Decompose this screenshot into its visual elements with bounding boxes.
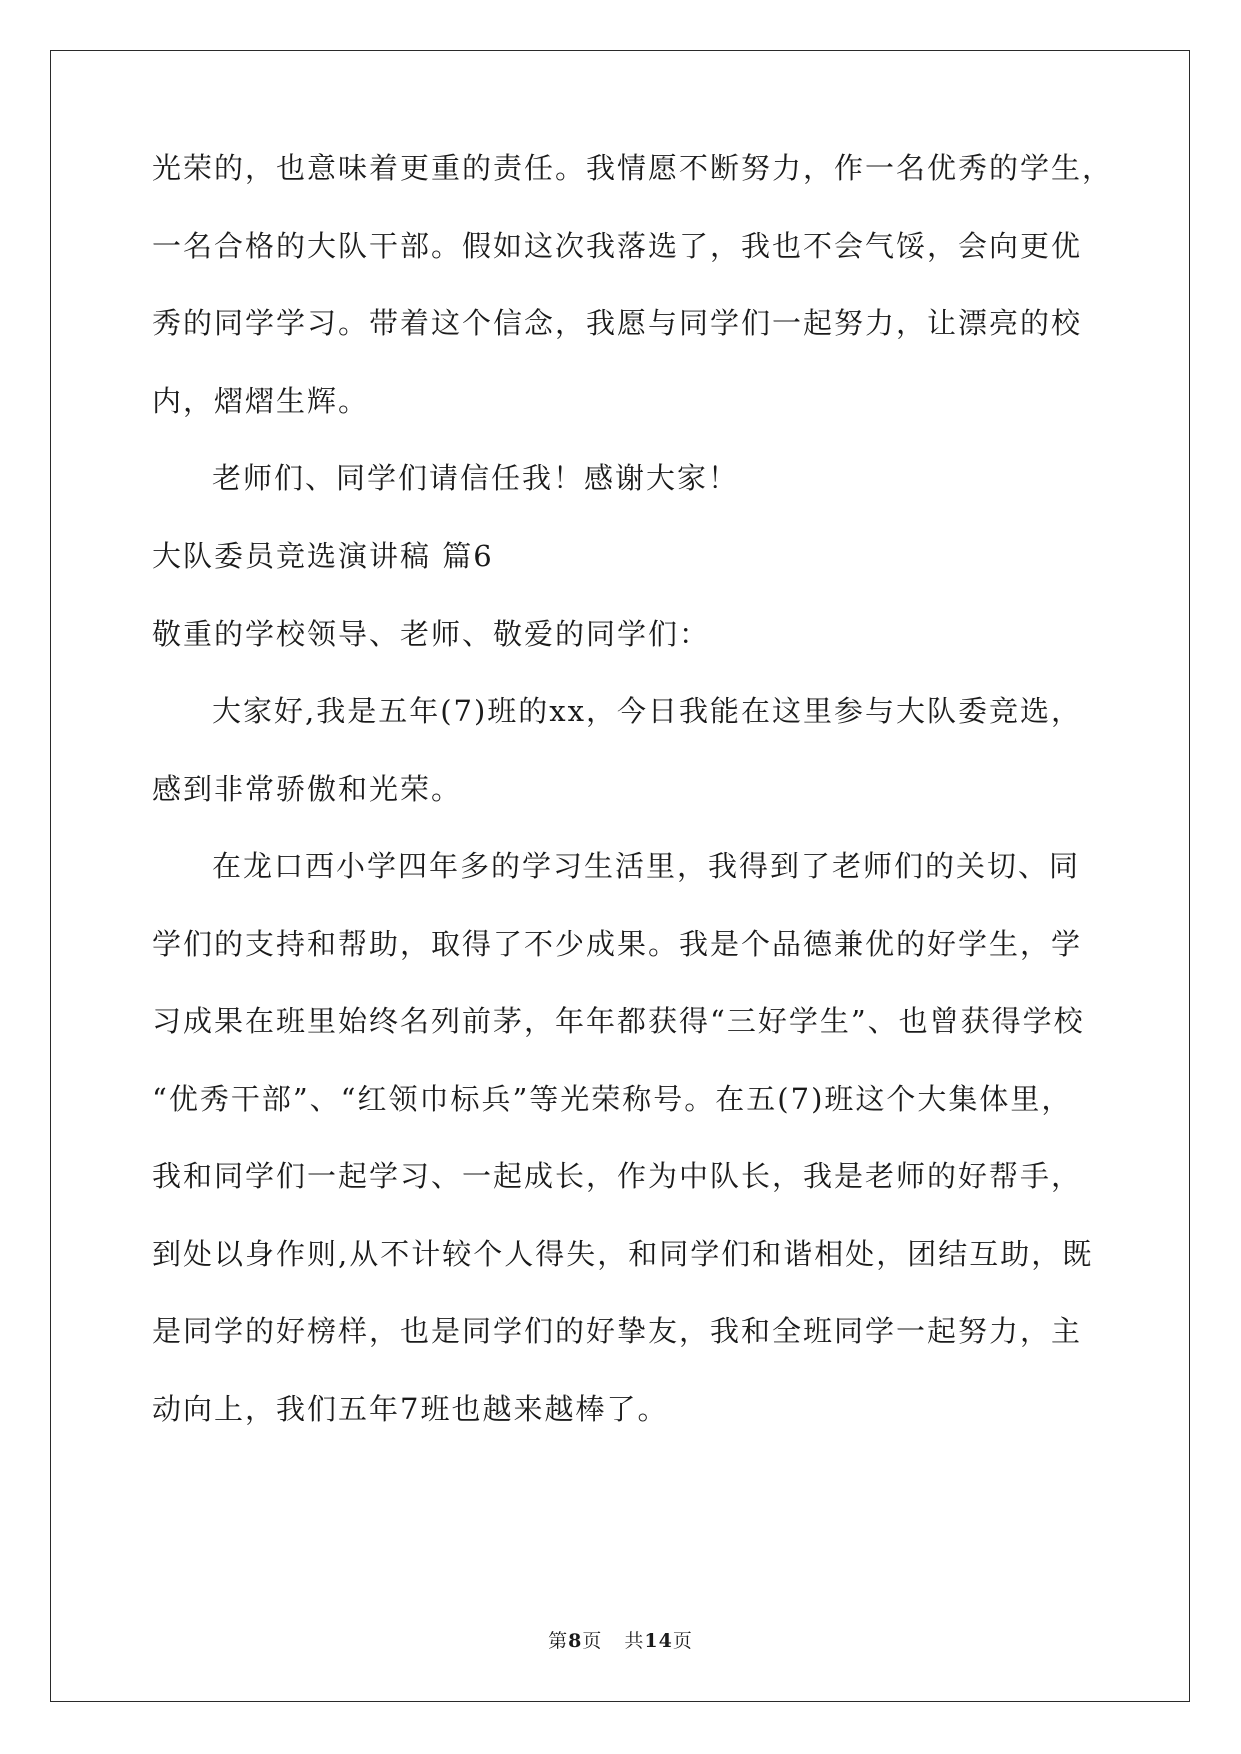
text-line: 学们的支持和帮助，取得了不少成果。我是个品德兼优的好学生，学 bbox=[152, 927, 1083, 961]
total-prefix: 共 bbox=[624, 1630, 645, 1652]
page-prefix: 第 bbox=[548, 1630, 569, 1652]
page-unit: 页 bbox=[582, 1630, 603, 1652]
text-line: 一名合格的大队干部。假如这次我落选了，我也不会气馁，会向更优 bbox=[152, 229, 1083, 263]
paragraph-line-indented: 老师们、同学们请信任我！感谢大家！ bbox=[212, 461, 740, 495]
text-line: 到处以身作则,从不计较个人得失，和同学们和谐相处，团结互助，既 bbox=[152, 1237, 1094, 1271]
section-heading: 大队委员竞选演讲稿 篇6 bbox=[152, 539, 494, 573]
salutation-line: 敬重的学校领导、老师、敬爱的同学们： bbox=[152, 617, 711, 651]
page-footer bbox=[0, 1629, 1241, 1653]
text-line: 我和同学们一起学习、一起成长，作为中队长，我是老师的好帮手， bbox=[152, 1159, 1083, 1193]
text-line: 光荣的，也意味着更重的责任。我情愿不断努力，作一名优秀的学生， bbox=[152, 151, 1114, 185]
text-line: 习成果在班里始终名列前茅，年年都获得“三好学生”、也曾获得学校 bbox=[152, 1004, 1085, 1038]
text-line: 是同学的好榜样，也是同学们的好挚友，我和全班同学一起努力，主 bbox=[152, 1314, 1083, 1348]
text-line: 秀的同学学习。带着这个信念，我愿与同学们一起努力，让漂亮的校 bbox=[152, 306, 1083, 340]
page-total: 14 bbox=[644, 1630, 673, 1652]
text-line: 动向上，我们五年7班也越来越棒了。 bbox=[152, 1392, 669, 1426]
paragraph-line-indented: 在龙口西小学四年多的学习生活里，我得到了老师们的关切、同 bbox=[212, 849, 1081, 883]
text-line: 感到非常骄傲和光荣。 bbox=[152, 772, 463, 806]
text-line: “优秀干部”、“红领巾标兵”等光荣称号。在五(7)班这个大集体里， bbox=[152, 1082, 1073, 1116]
paragraph-line-indented: 大家好,我是五年(7)班的xx，今日我能在这里参与大队委竞选， bbox=[212, 694, 1083, 728]
total-unit: 页 bbox=[672, 1630, 693, 1652]
text-line: 内，熠熠生辉。 bbox=[152, 384, 370, 418]
page-current: 8 bbox=[568, 1630, 583, 1652]
